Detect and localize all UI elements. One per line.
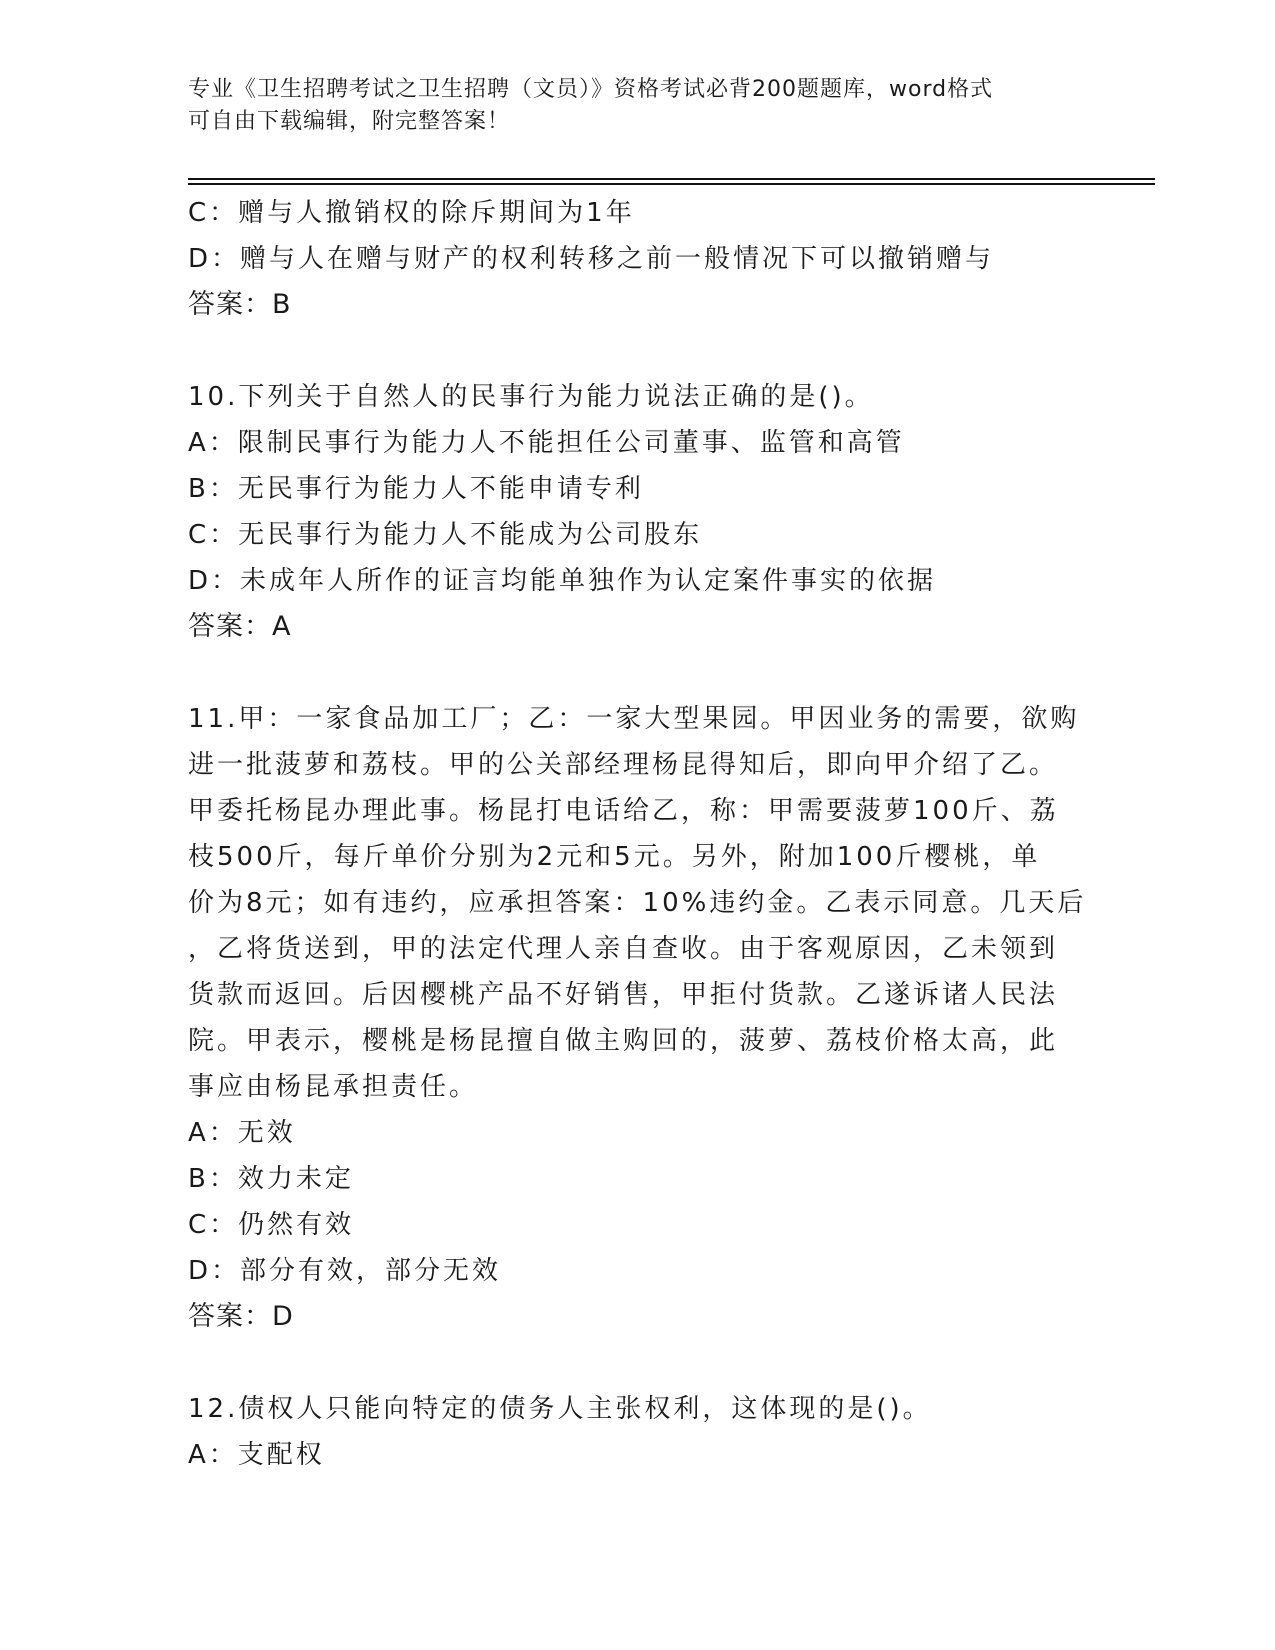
document-body (188, 190, 1088, 1478)
question-stem-line: 货款而返回。后因樱桃产品不好销售，甲拒付货款。乙遂诉诸人民法 (188, 980, 1059, 1010)
option-a: A：限制民事行为能力人不能担任公司董事、监管和高管 (188, 428, 905, 458)
answer: 答案：B (188, 289, 292, 320)
option-c: C：赠与人撤销权的除斥期间为1年 (188, 198, 635, 228)
option-d: D：部分有效，部分无效 (188, 1256, 502, 1286)
answer: 答案：A (188, 611, 292, 642)
question-stem: 12.债权人只能向特定的债务人主张权利，这体现的是()。 (188, 1394, 932, 1424)
option-c: C：无民事行为能力人不能成为公司股东 (188, 520, 703, 550)
question-stem-line: 进一批菠萝和荔枝。甲的公关部经理杨昆得知后，即向甲介绍了乙。 (188, 750, 1059, 780)
option-c: C：仍然有效 (188, 1210, 355, 1240)
answer: 答案：D (188, 1301, 294, 1332)
header-title-line-2: 可自由下载编辑，附完整答案！ (188, 109, 511, 134)
question-stem-line: 事应由杨昆承担责任。 (188, 1072, 479, 1102)
option-a: A：支配权 (188, 1440, 325, 1470)
header-divider-bottom (188, 183, 1155, 185)
question-11 (188, 696, 1088, 1340)
question-stem-line: 甲委托杨昆办理此事。杨昆打电话给乙，称：甲需要菠萝100斤、荔 (188, 796, 1059, 826)
question-stem-line: ，乙将货送到，甲的法定代理人亲自查收。由于客观原因，乙未领到 (188, 934, 1059, 964)
question-9 (188, 190, 1088, 328)
question-stem: 10.下列关于自然人的民事行为能力说法正确的是()。 (188, 382, 874, 412)
option-a: A：无效 (188, 1118, 296, 1148)
question-stem-line: 11.甲：一家食品加工厂；乙：一家大型果园。甲因业务的需要，欲购 (188, 704, 1080, 734)
question-stem-line: 院。甲表示，樱桃是杨昆擅自做主购回的，菠萝、荔枝价格太高，此 (188, 1026, 1059, 1056)
spacer (188, 1340, 1088, 1386)
question-10 (188, 374, 1088, 650)
document-header (188, 74, 1068, 138)
question-stem-line: 枝500斤，每斤单价分别为2元和5元。另外，附加100斤樱桃，单 (188, 842, 1041, 872)
header-title-line-1: 专业《卫生招聘考试之卫生招聘（文员）》资格考试必背200题题库，word格式 (188, 77, 994, 102)
option-d: D：赠与人在赠与财产的权利转移之前一般情况下可以撤销赠与 (188, 244, 995, 274)
question-12 (188, 1386, 1088, 1478)
header-divider-top (188, 178, 1155, 180)
option-b: B：效力未定 (188, 1164, 354, 1194)
spacer (188, 328, 1088, 374)
spacer (188, 650, 1088, 696)
question-stem-line: 价为8元；如有违约，应承担答案：10%违约金。乙表示同意。几天后 (188, 888, 1087, 918)
option-b: B：无民事行为能力人不能申请专利 (188, 474, 644, 504)
option-d: D：未成年人所作的证言均能单独作为认定案件事实的依据 (188, 566, 937, 596)
